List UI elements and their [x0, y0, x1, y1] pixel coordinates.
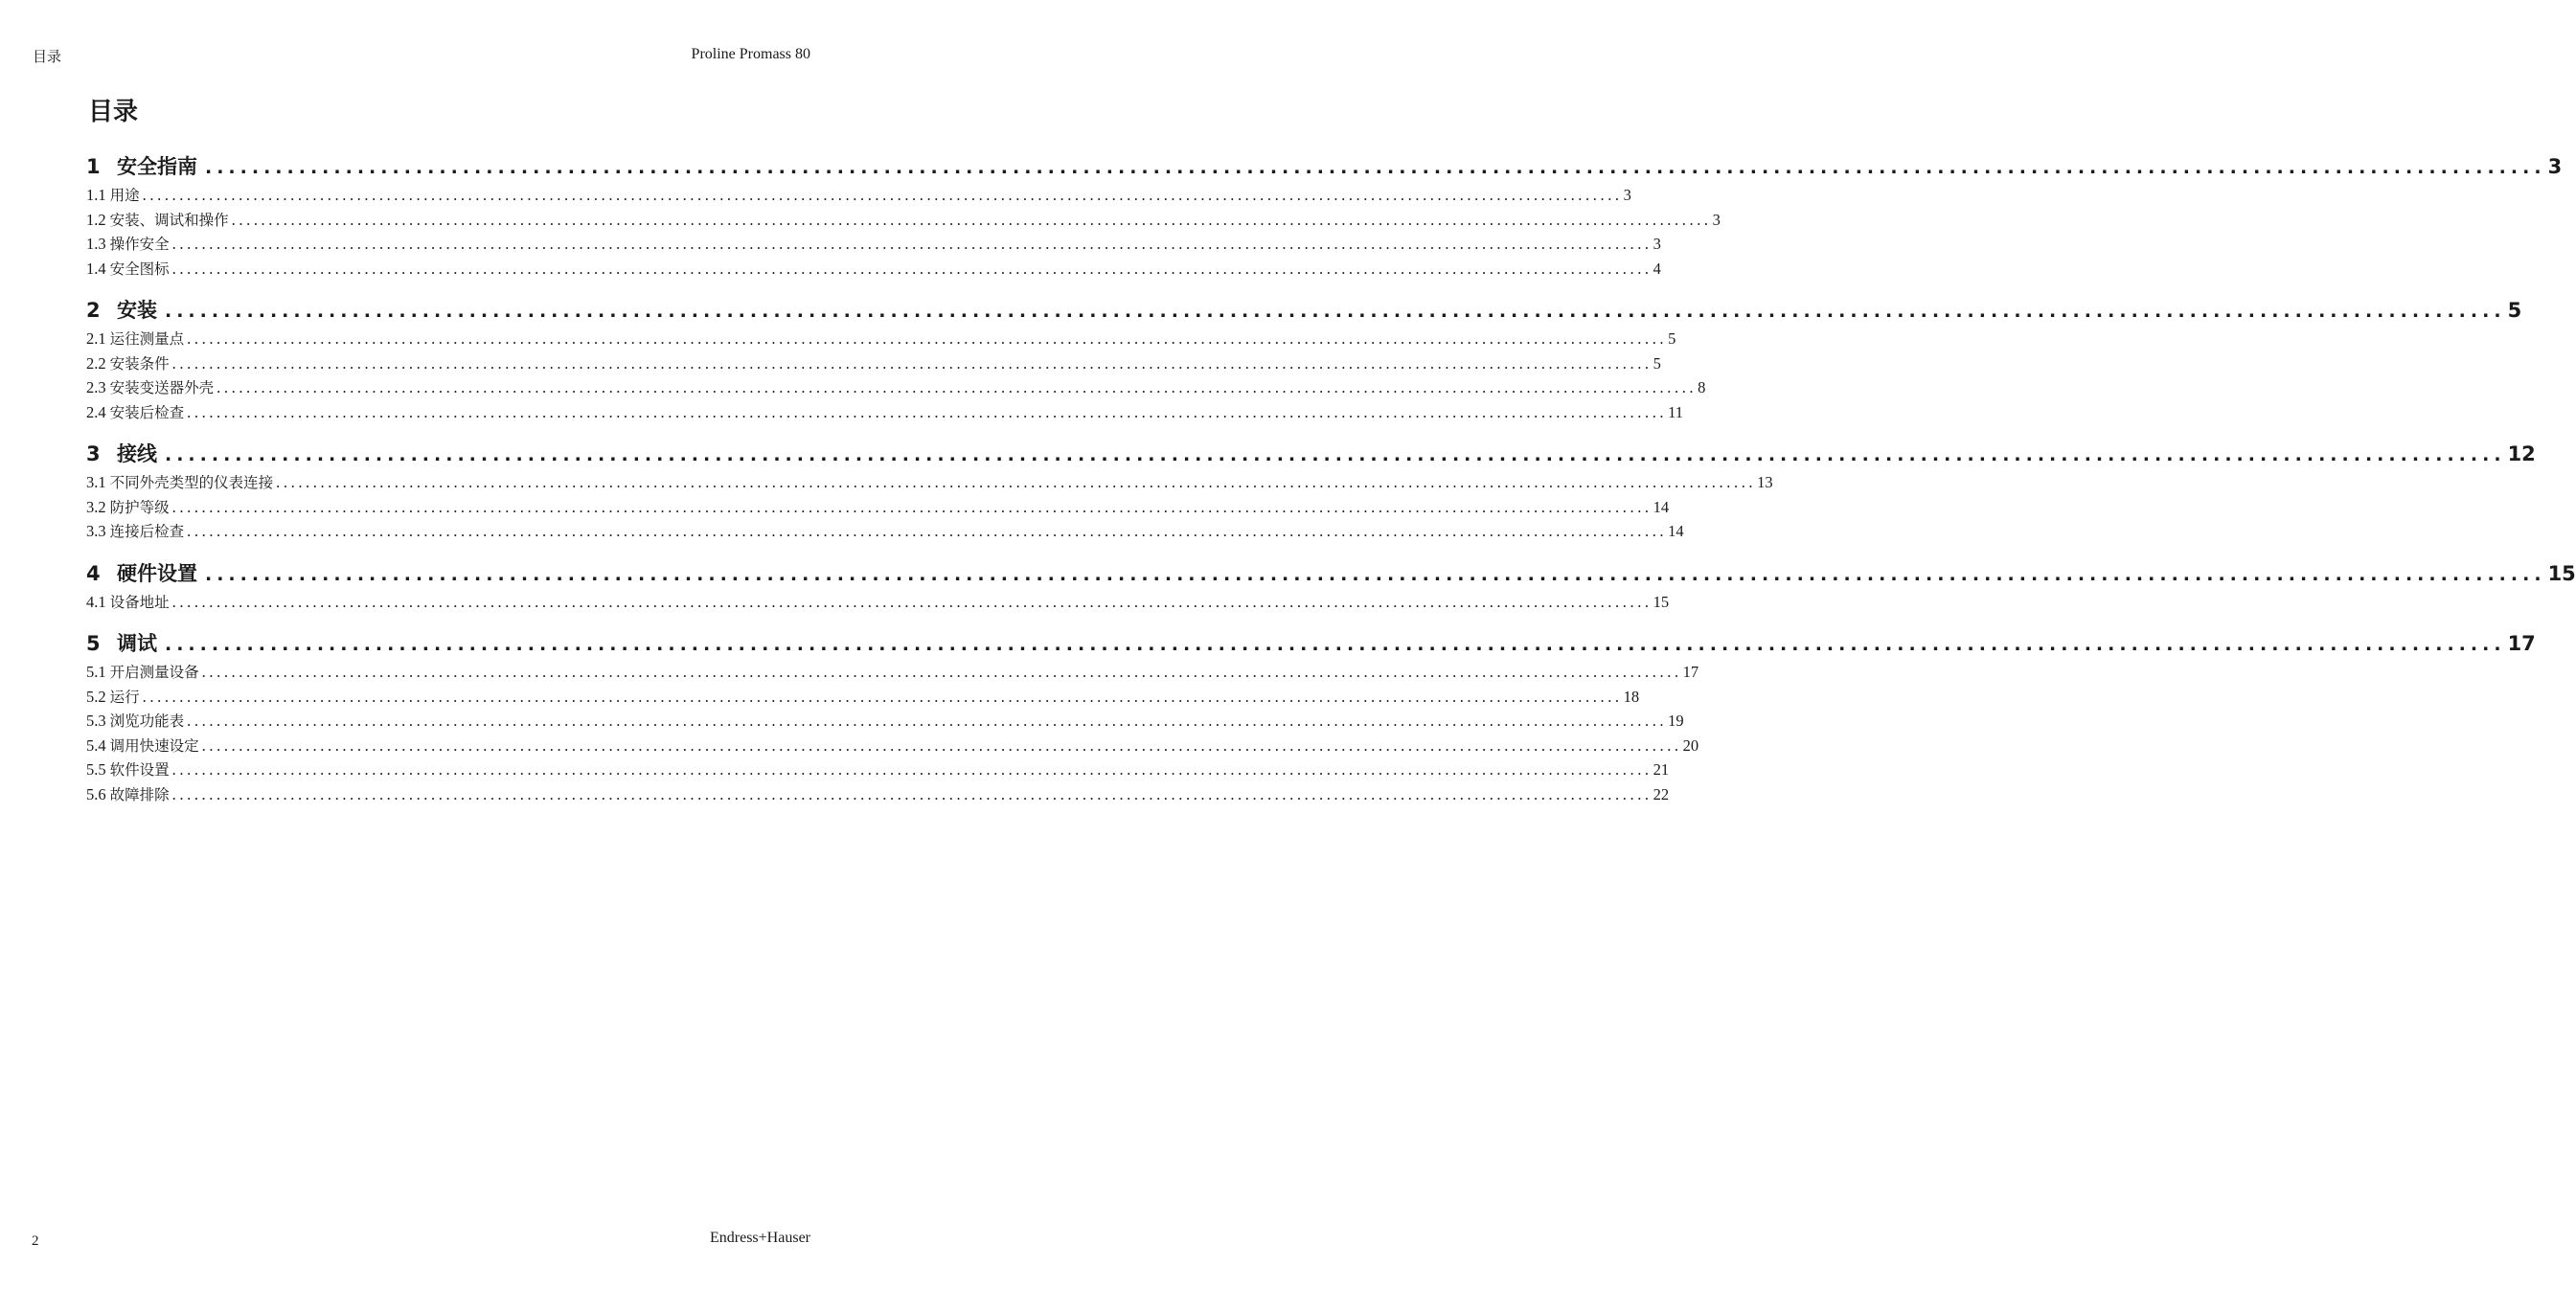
toc-section[interactable] — [86, 758, 1670, 782]
dot-leader: ........................................................................................................................................................................................................ — [205, 563, 2546, 585]
toc-section[interactable] — [86, 257, 1661, 282]
running-header-product: Proline Promass 80 — [691, 46, 810, 62]
chapter-number: 1 — [86, 155, 101, 178]
section-page: 15 — [1653, 592, 1670, 611]
section-title: 操作安全 — [109, 236, 170, 253]
dot-leader: ........................................................................................................................................................................................................ — [171, 259, 1653, 278]
dot-leader: ........................................................................................................................................................................................................ — [142, 687, 1623, 706]
toc-chapter[interactable] — [86, 438, 2536, 470]
section-number: 3.2 — [86, 497, 106, 516]
dot-leader: ........................................................................................................................................................................................................ — [201, 663, 1682, 681]
section-number: 5.3 — [86, 712, 106, 730]
toc-chapter[interactable] — [86, 557, 2576, 590]
chapter-title: 安装 — [117, 299, 157, 322]
running-header-section: 目录 — [33, 48, 62, 65]
dot-leader: ........................................................................................................................................................................................................ — [205, 157, 2546, 178]
section-page: 22 — [1653, 784, 1670, 803]
dot-leader: ........................................................................................................................................................................................................ — [187, 712, 1668, 730]
dot-leader: ........................................................................................................................................................................................................ — [165, 634, 2506, 655]
section-title: 不同外壳类型的仪表连接 — [109, 474, 274, 491]
dot-leader: ........................................................................................................................................................................................................ — [142, 186, 1623, 204]
page-number: 2 — [32, 1233, 39, 1249]
section-title: 用途 — [109, 187, 140, 204]
dot-leader: ........................................................................................................................................................................................................ — [201, 735, 1682, 755]
toc-section[interactable] — [86, 400, 1684, 425]
chapter-number: 4 — [86, 561, 101, 585]
toc-chapter[interactable] — [86, 627, 2536, 660]
footer-brand: Endress+Hauser — [710, 1230, 810, 1246]
toc-chapter[interactable] — [86, 150, 2563, 183]
section-page: 3 — [1712, 210, 1721, 229]
dot-leader: ........................................................................................................................................................................................................ — [187, 522, 1668, 540]
section-title: 安装变送器外壳 — [109, 379, 215, 396]
toc-section[interactable] — [86, 709, 1684, 734]
dot-leader: ........................................................................................................................................................................................................ — [171, 760, 1653, 779]
section-page: 8 — [1698, 378, 1706, 396]
dot-leader: ........................................................................................................................................................................................................ — [171, 784, 1653, 803]
section-title: 调用快速设定 — [109, 736, 199, 755]
section-page: 14 — [1668, 522, 1684, 540]
toc-section[interactable] — [86, 470, 1773, 495]
section-title: 安全图标 — [109, 260, 170, 278]
toc-chapter[interactable] — [86, 294, 2522, 327]
section-title: 软件设置 — [109, 761, 170, 779]
section-number: 2.2 — [86, 353, 106, 373]
section-page: 5 — [1653, 353, 1661, 373]
section-page: 18 — [1623, 687, 1640, 706]
section-title: 安装条件 — [109, 354, 170, 373]
chapter-number: 3 — [86, 442, 101, 465]
toc-section[interactable] — [86, 208, 1721, 233]
dot-leader: ........................................................................................................................................................................................................ — [217, 378, 1698, 396]
page-title: 目录 — [88, 98, 139, 126]
toc-section[interactable] — [86, 734, 1699, 758]
dot-leader: ........................................................................................................................................................................................................ — [171, 235, 1653, 253]
section-title: 防护等级 — [109, 498, 170, 516]
toc-section[interactable] — [86, 660, 1699, 685]
section-page: 3 — [1653, 235, 1661, 253]
toc-section[interactable] — [86, 183, 1631, 208]
toc-section[interactable] — [86, 375, 1706, 400]
section-number: 5.4 — [86, 735, 106, 755]
chapter-page: 5 — [2507, 299, 2522, 322]
toc-section[interactable] — [86, 351, 1661, 376]
chapter-page: 15 — [2547, 561, 2576, 585]
section-page: 14 — [1653, 497, 1670, 516]
section-title: 浏览功能表 — [109, 712, 185, 730]
section-number: 5.5 — [86, 760, 106, 779]
section-number: 5.6 — [86, 784, 106, 803]
table-of-contents — [86, 150, 2576, 806]
section-page: 21 — [1653, 760, 1670, 779]
section-page: 20 — [1682, 735, 1699, 755]
section-number: 1.1 — [86, 186, 106, 204]
section-number: 2.4 — [86, 402, 106, 421]
section-title: 开启测量设备 — [109, 664, 199, 681]
section-number: 5.2 — [86, 687, 106, 706]
section-number: 1.4 — [86, 259, 106, 278]
dot-leader: ........................................................................................................................................................................................................ — [171, 592, 1653, 611]
section-page: 13 — [1757, 473, 1773, 491]
toc-section[interactable] — [86, 590, 1670, 615]
section-number: 1.3 — [86, 235, 106, 253]
dot-leader: ........................................................................................................................................................................................................ — [171, 497, 1653, 516]
dot-leader: ........................................................................................................................................................................................................ — [187, 329, 1668, 348]
dot-leader: ........................................................................................................................................................................................................ — [171, 353, 1653, 373]
section-page: 19 — [1668, 712, 1684, 730]
chapter-title: 安全指南 — [117, 155, 197, 178]
chapter-title: 调试 — [117, 632, 157, 655]
toc-section[interactable] — [86, 782, 1670, 807]
toc-section[interactable] — [86, 685, 1640, 710]
chapter-title: 接线 — [117, 442, 157, 465]
section-title: 故障排除 — [109, 785, 170, 803]
section-number: 3.3 — [86, 522, 106, 540]
toc-section[interactable] — [86, 327, 1676, 351]
section-title: 运往测量点 — [109, 330, 185, 348]
chapter-page: 3 — [2547, 155, 2563, 178]
section-number: 2.3 — [86, 378, 106, 396]
chapter-number: 2 — [86, 299, 101, 322]
section-page: 11 — [1668, 402, 1684, 421]
section-title: 运行 — [109, 688, 140, 706]
toc-section[interactable] — [86, 495, 1670, 520]
dot-leader: ........................................................................................................................................................................................................ — [187, 402, 1668, 421]
section-page: 4 — [1653, 259, 1661, 278]
dot-leader: ........................................................................................................................................................................................................ — [276, 473, 1757, 491]
chapter-number: 5 — [86, 632, 101, 655]
dot-leader: ........................................................................................................................................................................................................ — [165, 301, 2506, 322]
section-title: 设备地址 — [109, 593, 170, 611]
toc-section[interactable] — [86, 519, 1684, 544]
chapter-title: 硬件设置 — [117, 561, 197, 585]
section-page: 3 — [1623, 186, 1631, 204]
section-number: 3.1 — [86, 473, 106, 491]
dot-leader: ........................................................................................................................................................................................................ — [231, 210, 1712, 229]
chapter-page: 12 — [2507, 442, 2536, 465]
section-number: 2.1 — [86, 329, 106, 348]
section-number: 5.1 — [86, 663, 106, 681]
section-number: 1.2 — [86, 210, 106, 229]
section-title: 连接后检查 — [109, 523, 185, 540]
section-title: 安装、调试和操作 — [109, 211, 229, 229]
dot-leader: ........................................................................................................................................................................................................ — [165, 444, 2506, 465]
chapter-page: 17 — [2507, 632, 2536, 655]
toc-section[interactable] — [86, 232, 1661, 257]
section-page: 5 — [1668, 329, 1676, 348]
section-page: 17 — [1682, 663, 1699, 681]
section-title: 安装后检查 — [109, 403, 185, 421]
section-number: 4.1 — [86, 592, 106, 611]
